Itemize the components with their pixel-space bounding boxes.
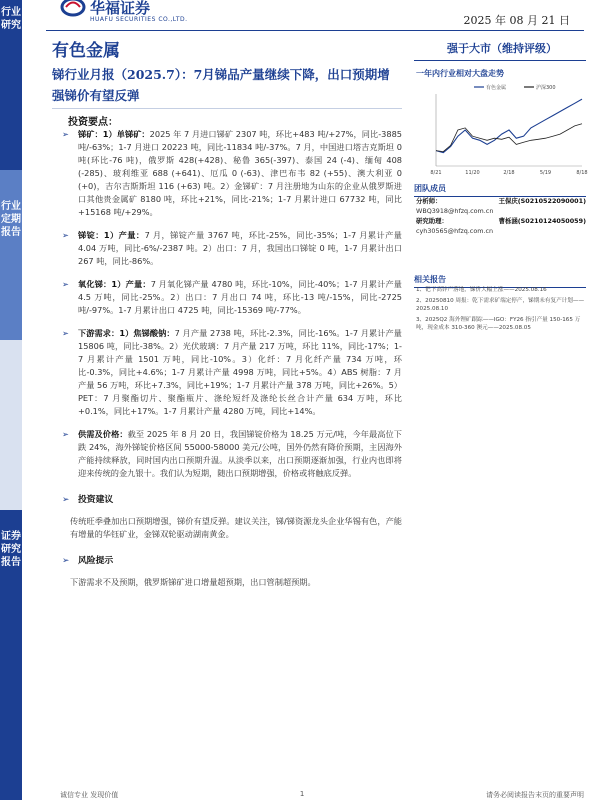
series-line-industry	[436, 99, 582, 153]
key-points-heading: 投资要点：	[68, 117, 118, 128]
x-tick-label: 2/18	[503, 170, 515, 176]
bullet-arrow-icon: ➢	[62, 129, 69, 139]
footer-slogan: 诚信专业 发现价值	[60, 791, 119, 799]
bullet-arrow-icon: ➢	[62, 279, 69, 289]
bullet-arrow-icon: ➢	[62, 230, 69, 240]
x-tick-label: 8/21	[430, 170, 442, 176]
assistant-name: 曹栎涵(S0210124050059)	[498, 217, 586, 225]
team-heading: 团队成员	[414, 183, 586, 197]
rating-label: 强于大市（维持评级）	[447, 42, 557, 55]
title-rule	[52, 108, 402, 109]
risk-heading	[60, 555, 402, 568]
paragraph-antimony-oxide	[60, 278, 402, 317]
left-sidebar	[0, 0, 22, 800]
sidebar-label-industry-research: 行业研究	[0, 0, 22, 170]
company-logo	[60, 0, 188, 28]
paragraph-supply-price	[60, 428, 402, 480]
related-report-item[interactable]: 3、2025Q2 海外锂矿跟踪——IGO：FY26 指引产量 150-165 万吨，现金成本 310-360 澳元——2025.08.05	[416, 316, 581, 332]
analyst-row	[416, 196, 586, 206]
risk-label: 风险提示	[78, 556, 114, 566]
related-report-item[interactable]: 2、20250810 周报：乾下需求矿端定停产，锑期未有复产计划——2025.08.10	[416, 297, 585, 313]
related-report-item[interactable]: 1、钯下高锌产落地，锑价大幅上涨——2025.08.16	[416, 287, 547, 293]
footer-disclaimer: 请务必阅读报告末页的重要声明	[485, 791, 584, 799]
sidebar-label-periodic-report: 行业定期报告	[0, 170, 22, 340]
para-lead: 氧化锑：1）产量：	[78, 279, 151, 289]
analyst-name: 王保庆(S0210522090001)	[498, 197, 586, 205]
para-text: 7 月产量 2738 吨，环比-2.3%，同比-16%。1-7 月累计产量 15806 吨，同比-38%。2）光伏玻璃：7 月产量 217 万吨，环比 11%，同比-17%；1-7 月累计产量 1501 万吨，同比-10%。3）化纤：7 月化纤产量 734 万吨，环比-0.3%，同比+4.6%；1-7 月累计产量 4998 万吨，同比+5%。4）ABS 树脂：7 月产量 56 万吨，环比+7.3%，同比+19%；1-7 月累计产量 378 万吨，同比+26%。5）PET：7 月聚酯切片、聚酯瓶片、涤纶短纤及涤纶长丝合计产量 634 万吨，环比+0.1%，同比+17%。1-7 月累计产量 4280 万吨，同比+14%。	[78, 328, 402, 416]
para-text: 7 月氧化锑产量 4780 吨，环比-10%，同比-40%；1-7 月累计产量 4.5 万吨，同比-25%。2）出口：7 月出口 74 吨，环比-13 吨/-15%，同比-2725 吨/-97%。1-7 月累计出口 4725 吨，同比-15369 吨/-77%。	[78, 279, 402, 315]
risk-text: 下游需求不及预期，俄罗斯锑矿进口增量超预期，出口管制超预期。	[70, 577, 316, 587]
para-lead: 锑矿：1）单锑矿：	[78, 129, 150, 139]
para-lead: 下游需求：1）焦锑酸钠：	[78, 328, 175, 338]
related-reports-heading: 相关报告	[414, 274, 586, 288]
legend-label: 有色金属	[486, 85, 507, 91]
report-date: 2025 年 08 月 21 日	[463, 14, 570, 27]
sector-title: 有色金属	[52, 41, 120, 61]
x-tick-label: 5/19	[539, 170, 552, 176]
analyst-role: 分析师：	[416, 197, 442, 205]
logo-name-en: HUAFU SECURITIES CO.,LTD.	[90, 16, 188, 23]
rating-rule	[414, 60, 586, 61]
sidebar-label-securities-report: 证券研究报告	[0, 510, 22, 800]
paragraph-antimony-ore	[60, 128, 402, 219]
logo-mark-icon	[60, 0, 86, 18]
para-lead: 供需及价格：	[78, 429, 128, 439]
assistant-email[interactable]: cyh30565@hfzq.com.cn	[416, 227, 494, 235]
legend-label: 沪深300	[536, 85, 556, 91]
series-line-index	[436, 124, 582, 152]
page-footer	[60, 790, 584, 800]
bullet-arrow-icon: ➢	[62, 556, 70, 566]
para-text: 截至 2025 年 8 月 20 日，我国锑锭价格为 18.25 万元/吨，今年最高位下跌 24%，海外锑锭价格区间 55000-58000 美元/公吨，国外仍然有降价预期，主因海外产能持续释放，同时国内出口预期升温。从淡季以来，出口预期逐渐加强，行业内也即将迎来传统的金九银十。我们认为短期，随出口预期增强，价格或将触底反弹。	[78, 429, 402, 478]
chart-title: 一年内行业相对大盘走势	[416, 69, 504, 78]
bullet-arrow-icon: ➢	[62, 495, 70, 505]
para-text: 7 月，锑锭产量 3767 吨，环比-25%，同比-35%；1-7 月累计产量 4.04 万吨，同比-6%/-2387 吨。2）出口：7 月，我国出口锑锭 0 吨，1-7 月累计出口 267 吨，同比-86%。	[78, 230, 402, 266]
main-content	[60, 128, 402, 599]
report-title: 锑行业月报（2025.7）：7月锑品产量继续下降，出口预期增强锑价有望反弹	[52, 67, 390, 103]
investment-advice-heading	[60, 494, 402, 507]
investment-advice-label: 投资建议	[78, 495, 114, 505]
related-reports-list	[416, 286, 586, 335]
investment-advice-text: 传统旺季叠加出口预期增强，锑价有望反弹。建议关注，锑/锑资源龙头企业华锡有色，产能有增量的华钰矿业，金锑双轮驱动湖南黄金。	[70, 516, 402, 539]
x-tick-label: 8/18	[576, 170, 588, 176]
header-rule	[46, 30, 584, 31]
paragraph-antimony-ingot	[60, 229, 402, 268]
para-text: 2025 年 7 月进口锑矿 2307 吨，环比+483 吨/+27%，同比-3885 吨/-63%；1-7 月进口 20223 吨，同比-11834 吨/-37%。7 月，中国进口塔吉克斯坦 0 吨(环比-76 吨)，俄罗斯 428(+428)、秘鲁 365(-397)、泰国 24 (-4)、缅甸 408 (-285)、玻利维亚 688 (+641)、厄瓜 0 (-63)、津巴布韦 82 (+55)、澳大利亚 0 (+0)，吉尔吉斯斯坦 116 (+63) 吨。2）金锑矿：7 月注册地为山东的企业从俄罗斯进口其他贵金属矿 8180 吨，环比+21%，同比-21%；1-7 月累计进口 67732 吨，同比+15168 吨/+29%。	[78, 129, 402, 217]
assistant-role: 研究助理：	[416, 217, 448, 225]
team-members	[416, 196, 586, 236]
logo-name-cn: 华福证券	[90, 0, 151, 17]
x-tick-label: 11/20	[465, 170, 480, 176]
bullet-arrow-icon: ➢	[62, 429, 69, 439]
assistant-row	[416, 216, 586, 226]
para-lead: 锑锭：1）产量：	[78, 230, 145, 240]
paragraph-downstream-demand	[60, 327, 402, 418]
sidebar-spacer	[0, 340, 22, 510]
bullet-arrow-icon: ➢	[62, 328, 69, 338]
page-number: 1	[299, 790, 305, 798]
relative-performance-chart	[414, 80, 586, 178]
analyst-email[interactable]: WBQ3918@hfzq.com.cn	[416, 207, 494, 215]
